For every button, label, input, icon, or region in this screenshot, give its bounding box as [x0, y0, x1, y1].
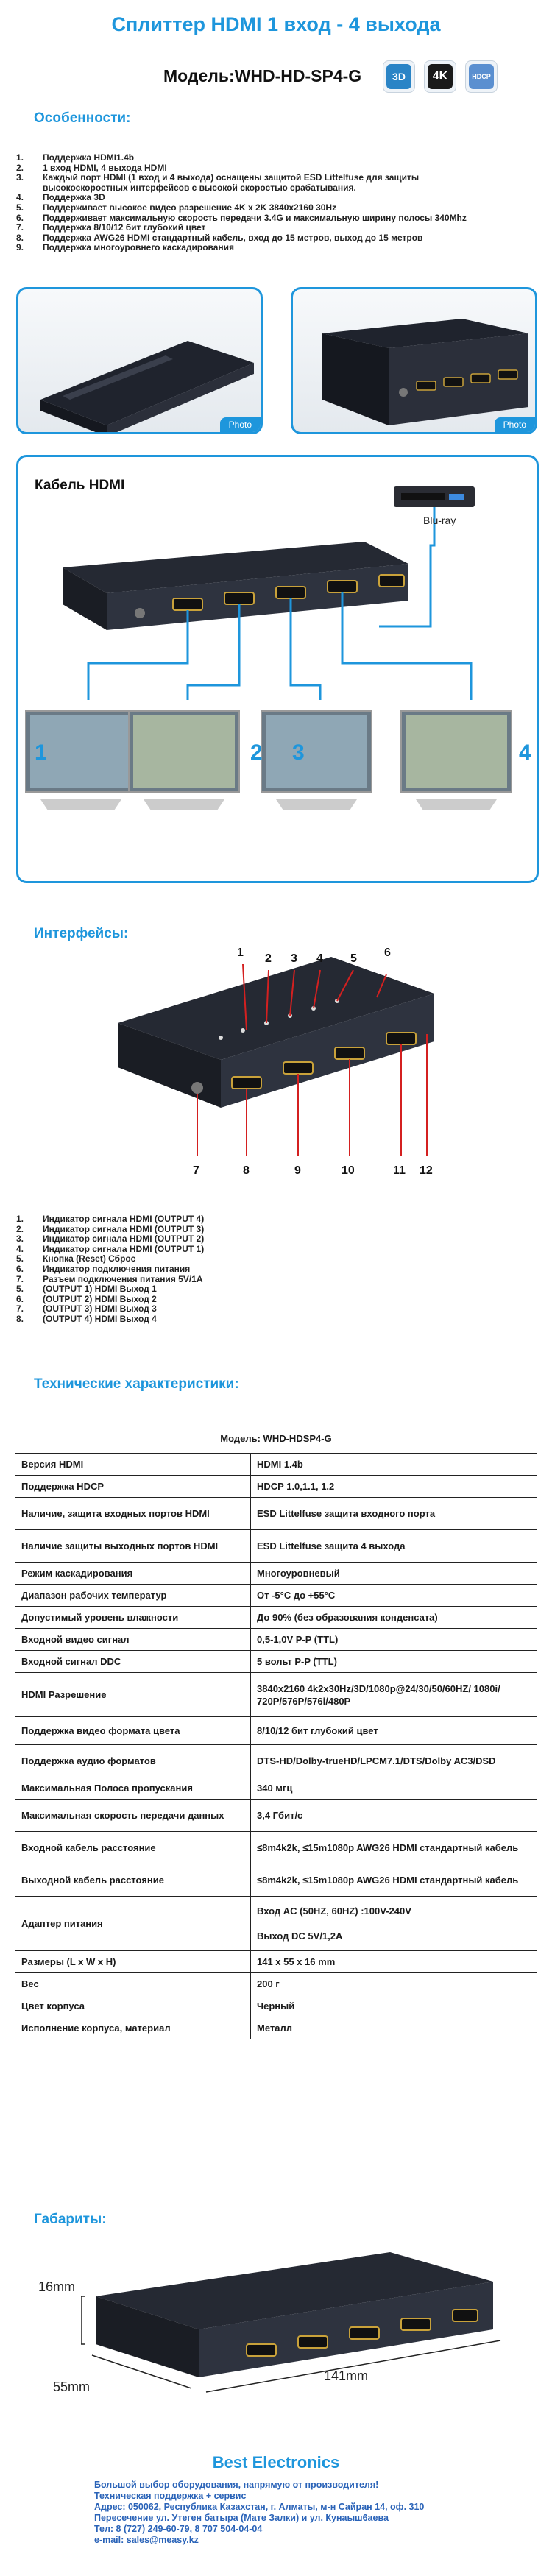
callout-9: 9	[294, 1164, 301, 1177]
callout-6: 6	[384, 946, 391, 959]
table-row	[15, 1995, 537, 2017]
spec-value: 340 мгц	[251, 1777, 537, 1800]
list-item-number: 4.	[16, 1243, 24, 1254]
spec-key: Поддержка видео формата цвета	[15, 1717, 251, 1745]
list-item-text: Каждый порт HDMI (1 вход и 4 выхода) оснащены защитой ESD Littelfuse для защиты	[43, 172, 420, 183]
list-item-number: 3.	[16, 172, 24, 183]
brand-name: Best Electronics	[212, 2453, 340, 2471]
table-row	[15, 1498, 537, 1530]
spec-value: ≤8m4k2k, ≤15m1080p AWG26 HDMI стандартный кабель	[251, 1832, 537, 1864]
product-photo-back	[291, 287, 537, 434]
callout-10: 10	[342, 1164, 355, 1177]
tv-icons	[26, 711, 512, 810]
table-row	[15, 1951, 537, 1973]
spec-key: Входной видео сигнал	[15, 1629, 251, 1651]
connection-diagram	[16, 455, 539, 883]
list-item-number: 3.	[16, 1234, 24, 1245]
list-item-text: Кнопка (Reset) Сброс	[43, 1253, 136, 1264]
splitter-front-image	[18, 289, 263, 434]
table-row	[15, 1476, 537, 1498]
list-item-number: 4.	[16, 192, 24, 203]
spec-key: Адаптер питания	[15, 1897, 251, 1951]
list-item-number: 5.	[16, 202, 24, 213]
spec-key: Поддержка аудио форматов	[15, 1745, 251, 1777]
spec-value: ESD Littelfuse защита входного порта	[251, 1498, 537, 1530]
splitter-device-icon	[63, 542, 408, 630]
list-item-text: Индикатор сигнала HDMI (OUTPUT 3)	[43, 1223, 205, 1234]
list-item-text: (OUTPUT 4) HDMI Выход 4	[43, 1313, 157, 1324]
table-row	[15, 1629, 537, 1651]
features-list	[16, 153, 467, 253]
diagram-graphic	[18, 457, 539, 883]
interfaces-device-image	[103, 957, 456, 1192]
list-item-text: высокоскоростных интерфейсов с высокой скоростью срабатывания.	[43, 182, 356, 193]
list-item	[16, 163, 467, 174]
callout-3: 3	[291, 952, 297, 965]
list-item	[16, 1314, 204, 1325]
list-item-number: 7.	[16, 1303, 24, 1314]
spec-key: Максимальная Полоса пропускания	[15, 1777, 251, 1800]
list-item-text: Поддержка 3D	[43, 192, 105, 203]
spec-key: Наличие, защита входных портов HDMI	[15, 1498, 251, 1530]
list-item	[16, 1225, 204, 1235]
dimensions-heading: Габариты:	[34, 2212, 107, 2227]
table-row	[15, 1651, 537, 1673]
contact-info	[94, 2480, 424, 2546]
list-item-number: 6.	[16, 1293, 24, 1304]
spec-key: Допустимый уровень влажности	[15, 1607, 251, 1629]
list-item	[16, 233, 467, 244]
list-item-text: 1 вход HDMI, 4 выхода HDMI	[43, 162, 167, 173]
list-item-text: Поддержка HDMI1.4b	[43, 152, 135, 163]
list-item	[16, 1245, 204, 1255]
features-heading: Особенности:	[34, 110, 131, 126]
list-item-number	[16, 183, 43, 194]
spec-value: HDMI 1.4b	[251, 1454, 537, 1476]
specs-heading: Технические характеристики:	[34, 1376, 239, 1392]
table-row	[15, 1800, 537, 1832]
list-item-text: Поддержка 8/10/12 бит глубокий цвет	[43, 222, 206, 233]
list-item	[16, 1264, 204, 1275]
spec-key: Версия HDMI	[15, 1454, 251, 1476]
product-photo-front	[16, 287, 263, 434]
list-item-text: Разъем подключения питания 5V/1A	[43, 1273, 203, 1284]
list-item-text: Поддерживает максимальную скорость передачи 3.4G и максимальную ширину полосы 340Mhz	[43, 212, 467, 223]
list-item-number: 1.	[16, 152, 24, 163]
list-item-number: 5.	[16, 1253, 24, 1264]
spec-key: Максимальная скорость передачи данных	[15, 1800, 251, 1832]
table-row	[15, 1454, 537, 1476]
list-item-number: 1.	[16, 1214, 24, 1224]
dimension-length: 141mm	[324, 2368, 369, 2383]
dimension-height: 16mm	[38, 2279, 76, 2294]
list-item	[16, 203, 467, 213]
page-title: Сплиттер HDMI 1 вход - 4 выхода	[111, 13, 441, 35]
callout-2: 2	[265, 952, 272, 965]
spec-value: Черный	[251, 1995, 537, 2017]
table-row	[15, 1745, 537, 1777]
spec-value: ≤8m4k2k, ≤15m1080p AWG26 HDMI стандартный кабель	[251, 1864, 537, 1897]
table-row	[15, 1717, 537, 1745]
list-item-number: 2.	[16, 1223, 24, 1234]
spec-value: До 90% (без образования конденсата)	[251, 1607, 537, 1629]
hdcp-badge: HDCP	[465, 60, 498, 93]
callout-8: 8	[243, 1164, 250, 1177]
list-item-text: (OUTPUT 2) HDMI Выход 2	[43, 1293, 157, 1304]
table-row	[15, 1607, 537, 1629]
dimension-width: 55mm	[53, 2379, 91, 2394]
list-item	[16, 183, 467, 194]
list-item-text: (OUTPUT 1) HDMI Выход 1	[43, 1284, 157, 1295]
spec-key: Цвет корпуса	[15, 1995, 251, 2017]
output-number-1: 1	[35, 740, 47, 765]
spec-key: Поддержка HDCP	[15, 1476, 251, 1498]
contact-line: Тел: 8 (727) 249-60-79, 8 707 504-04-04	[94, 2524, 263, 2534]
output-number-2: 2	[250, 740, 263, 765]
list-item	[16, 1214, 204, 1225]
spec-key: Размеры (L x W x H)	[15, 1951, 251, 1973]
table-row	[15, 1673, 537, 1717]
list-item-text: (OUTPUT 3) HDMI Выход 3	[43, 1303, 157, 1314]
output-number-4: 4	[519, 740, 531, 765]
spec-value: ESD Littelfuse защита 4 выхода	[251, 1530, 537, 1563]
bluray-label: Blu-ray	[423, 514, 456, 526]
specs-caption: Модель: WHD-HDSP4-G	[220, 1433, 332, 1444]
spec-value: От -5°C до +55°C	[251, 1585, 537, 1607]
model-title: Модель:WHD-HD-SP4-G	[163, 66, 362, 85]
feature-badges	[383, 60, 498, 93]
list-item	[16, 243, 467, 253]
spec-key: HDMI Разрешение	[15, 1673, 251, 1717]
interfaces-list	[16, 1214, 204, 1325]
list-item	[16, 153, 467, 163]
table-row	[15, 1530, 537, 1563]
list-item-number: 7.	[16, 222, 24, 233]
list-item-number: 8.	[16, 1313, 24, 1324]
splitter-back-image	[293, 289, 537, 434]
spec-key: Исполнение корпуса, материал	[15, 2017, 251, 2039]
callout-1: 1	[237, 946, 244, 959]
contact-line: Техническая поддержка + сервис	[94, 2491, 247, 2501]
table-row	[15, 2017, 537, 2039]
spec-value: HDCP 1.0,1.1, 1.2	[251, 1476, 537, 1498]
callout-11: 11	[393, 1164, 406, 1177]
4k-badge: 4K	[424, 60, 456, 93]
output-number-3: 3	[292, 740, 305, 765]
list-item-number: 5.	[16, 1284, 24, 1295]
list-item	[16, 1295, 204, 1305]
list-item	[16, 213, 467, 224]
table-row	[15, 1563, 537, 1585]
spec-key: Выходной кабель расстояние	[15, 1864, 251, 1897]
interfaces-heading: Интерфейсы:	[34, 926, 129, 941]
list-item	[16, 1254, 204, 1264]
spec-value: Многоуровневый	[251, 1563, 537, 1585]
list-item	[16, 223, 467, 233]
table-row	[15, 1777, 537, 1800]
list-item	[16, 1284, 204, 1295]
callout-4: 4	[316, 952, 323, 965]
contact-line: Большой выбор оборудования, напрямую от производителя!	[94, 2480, 379, 2490]
spec-key: Режим каскадирования	[15, 1563, 251, 1585]
list-item	[16, 1275, 204, 1285]
callout-7: 7	[193, 1164, 199, 1177]
photo-tag: Photo	[220, 417, 261, 432]
spec-value: 3840x2160 4k2x30Hz/3D/1080p@24/30/50/60HZ/ 1080i/ 720P/576P/576i/480P	[251, 1673, 537, 1717]
list-item-text: Поддерживает высокое видео разрешение 4K x 2K 3840x2160 30Hz	[43, 202, 337, 213]
list-item	[16, 173, 467, 183]
list-item-text: Индикатор подключения питания	[43, 1263, 191, 1274]
spec-value: DTS-HD/Dolby-trueHD/LPCM7.1/DTS/Dolby AC3/DSD	[251, 1745, 537, 1777]
list-item-text: Индикатор сигнала HDMI (OUTPUT 2)	[43, 1234, 205, 1245]
spec-key: Наличие защиты выходных портов HDMI	[15, 1530, 251, 1563]
list-item	[16, 193, 467, 203]
contact-line: Пересечение ул. Утеген батыра (Мате Залки) и ул. Кунаыш6аева	[94, 2513, 389, 2523]
list-item-text: Индикатор сигнала HDMI (OUTPUT 4)	[43, 1214, 205, 1224]
hdmi-cable-label: Кабель HDMI	[35, 478, 125, 493]
callout-12: 12	[420, 1164, 433, 1177]
list-item-text: Индикатор сигнала HDMI (OUTPUT 1)	[43, 1243, 205, 1254]
spec-value: 5 вольт P-P (TTL)	[251, 1651, 537, 1673]
list-item-number: 2.	[16, 162, 24, 173]
table-row	[15, 1864, 537, 1897]
list-item-text: Поддержка многоуровнего каскадирования	[43, 242, 235, 253]
list-item	[16, 1304, 204, 1314]
contact-line: Адрес: 050062, Республика Казахстан, г. Алматы, м-н Сайран 14, оф. 310	[94, 2502, 425, 2512]
specs-table	[15, 1453, 537, 2039]
list-item-text: Поддержка AWG26 HDMI стандартный кабель, вход до 15 метров, выход до 15 метров	[43, 232, 423, 243]
spec-value: 0,5-1,0V P-P (TTL)	[251, 1629, 537, 1651]
list-item-number: 8.	[16, 232, 24, 243]
callout-5: 5	[350, 952, 357, 965]
table-row	[15, 1897, 537, 1951]
spec-value: 3,4 Гбит/с	[251, 1800, 537, 1832]
spec-value: Вход AC (50HZ, 60HZ) :100V-240V Выход DC 5V/1,2A	[251, 1897, 537, 1951]
spec-key: Вес	[15, 1973, 251, 1995]
spec-key: Входной кабель расстояние	[15, 1832, 251, 1864]
table-row	[15, 1973, 537, 1995]
list-item	[16, 1234, 204, 1245]
3d-badge: 3D	[383, 60, 415, 93]
table-row	[15, 1832, 537, 1864]
spec-key: Диапазон рабочих температур	[15, 1585, 251, 1607]
spec-value: 8/10/12 бит глубокий цвет	[251, 1717, 537, 1745]
list-item-number: 7.	[16, 1273, 24, 1284]
dimensions-device-image	[81, 2237, 523, 2421]
spec-value: 200 г	[251, 1973, 537, 1995]
table-row	[15, 1585, 537, 1607]
spec-value: Металл	[251, 2017, 537, 2039]
list-item-number: 6.	[16, 1263, 24, 1274]
spec-key: Входной сигнал DDC	[15, 1651, 251, 1673]
spec-value: 141 x 55 x 16 mm	[251, 1951, 537, 1973]
photo-tag: Photo	[495, 417, 535, 432]
list-item-number: 6.	[16, 212, 24, 223]
contact-line: e-mail: sales@measy.kz	[94, 2535, 199, 2545]
list-item-number: 9.	[16, 242, 24, 253]
